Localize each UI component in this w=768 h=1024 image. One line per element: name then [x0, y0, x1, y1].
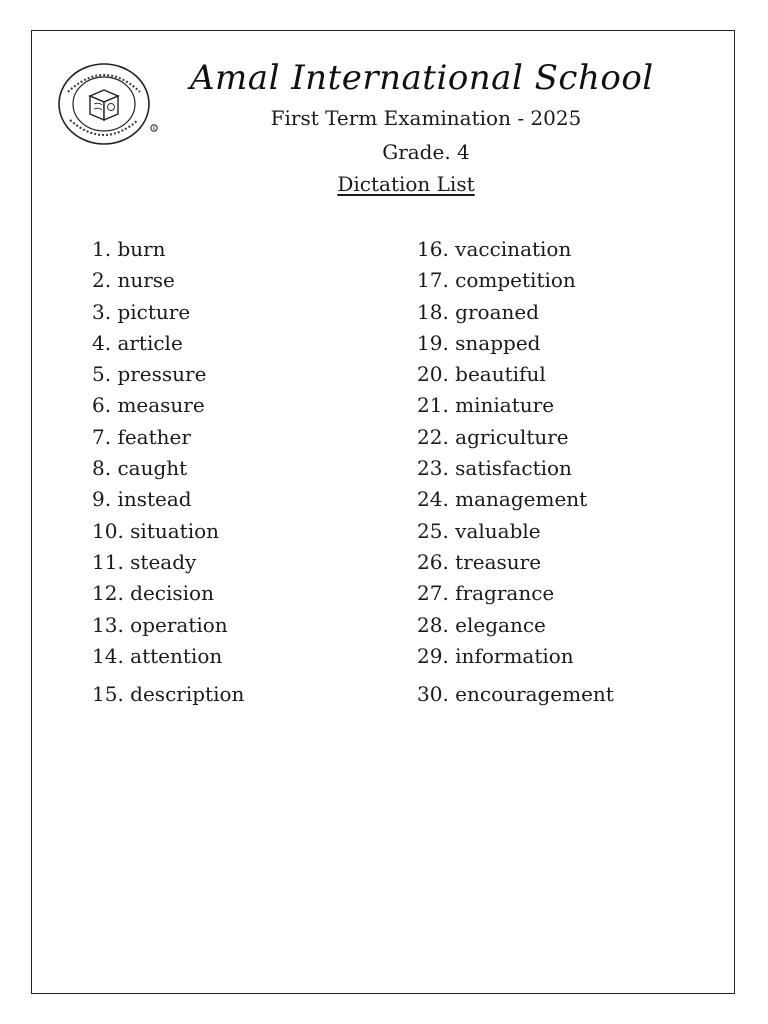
list-item: 22. agriculture [417, 424, 569, 449]
exam-title: First Term Examination - 2025 [270, 106, 582, 130]
list-item: 5. pressure [92, 362, 207, 387]
list-item: 13. operation [92, 612, 228, 637]
list-item: 26. treasure [417, 549, 542, 574]
list-item: 15. description [92, 682, 245, 707]
list-item: 17. competition [417, 268, 576, 293]
list-item: 1. burn [92, 237, 166, 261]
list-item: 7. feather [92, 424, 191, 449]
list-item: 2. nurse [92, 268, 175, 293]
list-item: 6. measure [92, 393, 205, 418]
list-item: 8. caught [92, 456, 188, 481]
list-item: 9. instead [92, 487, 192, 512]
list-item: 25. valuable [417, 518, 541, 543]
list-item: 3. picture [92, 299, 191, 324]
list-item: 10. situation [92, 518, 220, 543]
list-item: 14. attention [92, 643, 223, 668]
list-item: 18. groaned [417, 299, 540, 324]
list-item: 27. fragrance [417, 581, 555, 606]
list-item: 24. management [417, 487, 588, 512]
word-list-right [417, 234, 614, 710]
list-item: 16. vaccination [417, 237, 572, 261]
list-title-text: Dictation List [337, 172, 475, 196]
svg-text:R: R [152, 127, 156, 133]
list-item: 11. steady [92, 549, 197, 574]
list-title [220, 172, 592, 196]
word-list-left [92, 234, 244, 710]
list-item: 12. decision [92, 581, 214, 606]
list-item: 20. beautiful [417, 362, 546, 387]
school-name: Amal International School [190, 58, 654, 98]
school-crest-icon [56, 62, 162, 148]
list-item: 29. information [417, 643, 574, 668]
list-item: 30. encouragement [417, 682, 614, 707]
grade-label: Grade. 4 [382, 140, 470, 164]
list-item: 4. article [92, 330, 183, 355]
list-item: 23. satisfaction [417, 456, 572, 481]
list-item: 28. elegance [417, 612, 546, 637]
list-item: 21. miniature [417, 393, 555, 418]
list-item: 19. snapped [417, 330, 541, 355]
